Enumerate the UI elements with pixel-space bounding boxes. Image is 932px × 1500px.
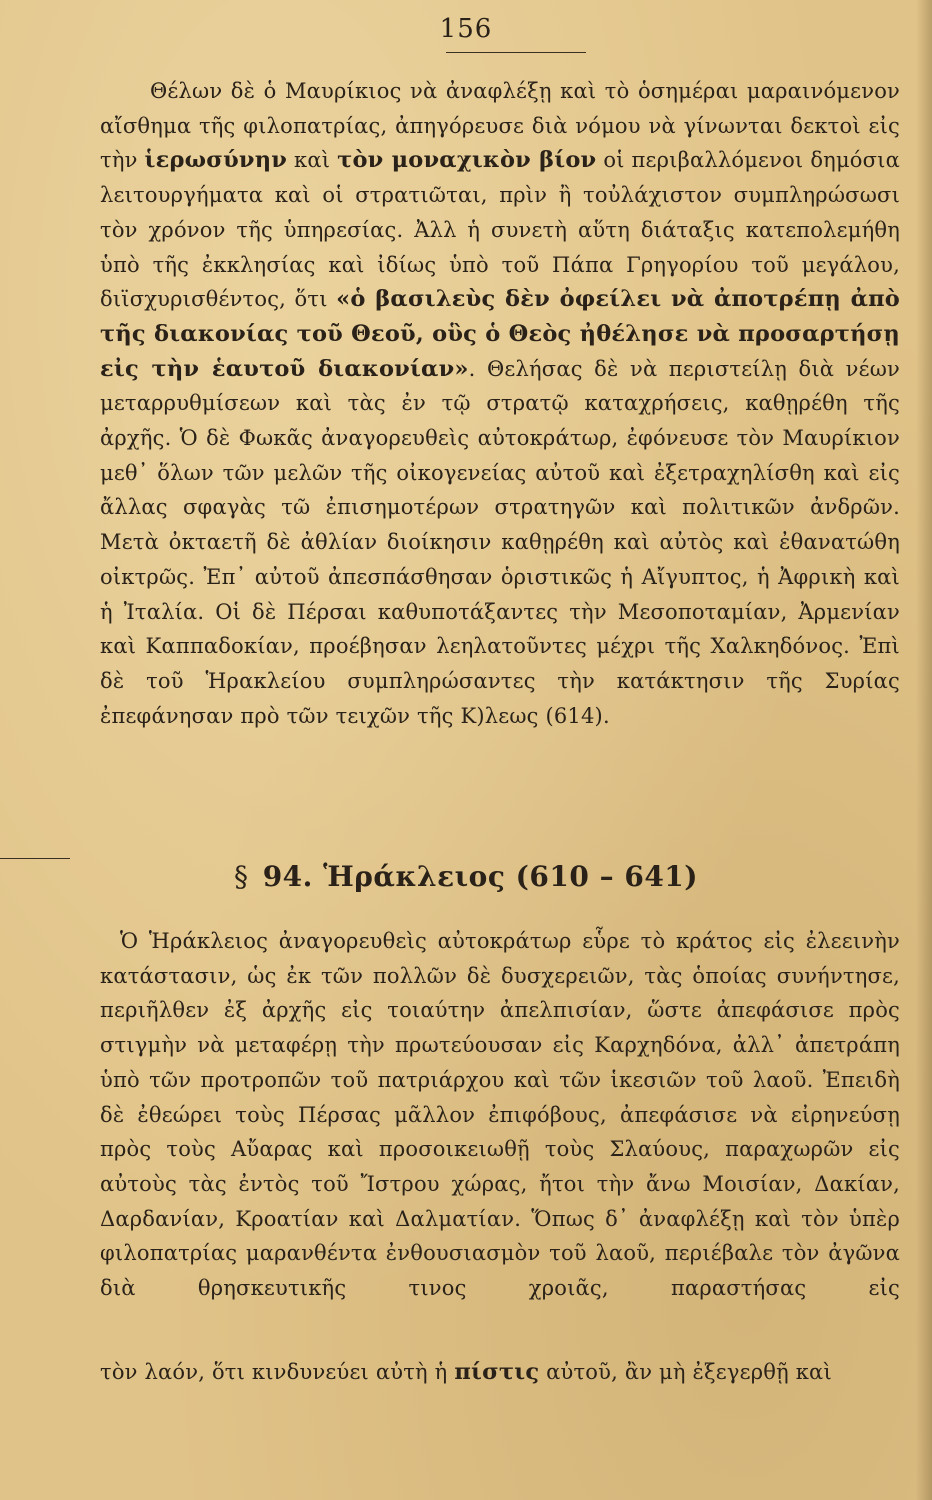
header-rule	[446, 52, 586, 53]
paragraph-text: καὶ	[287, 148, 338, 173]
paragraph-heraclius: Ὁ Ἡράκλειος ἀναγορευθεὶς αὐτοκράτωρ εὗρε τὸ κράτος εἰς ἐλεεινὴν κατάστασιν, ὡς ἐκ τῶν πολλῶν δὲ δυσχερειῶν, τὰς ὁποίας συνήντησε, περιῆλθεν ἐξ ἀρχῆς εἰς τοιαύτην ἀπελπισίαν, ὥστε ἀπεφάσισε πρὸς στιγμὴν νὰ μεταφέρῃ τὴν πρωτεύουσαν εἰς Καρχηδόνα, ἀλλ᾽ ἀπετράπη ὑπὸ τῶν προτροπῶν τοῦ πατριάρχου καὶ τῶν ἱκεσιῶν τοῦ λαοῦ. Ἐπειδὴ δὲ ἐθεώρει τοὺς Πέρσας μᾶλλον ἐπιφόβους, ἀπεφάσισε νὰ εἰρηνεύσῃ πρὸς τοὺς Αὔαρας καὶ προσοικειωθῇ τοὺς Σλαύους, παραχωρῶν εἰς αὐτοὺς τὰς ἐντὸς τοῦ Ἴστρου χώρας, ἤτοι τὴν ἄνω Μοισίαν, Δακίαν, Δαρδανίαν, Κροατίαν καὶ Δαλματίαν. Ὅπως δ᾽ ἀναφλέξῃ καὶ τὸν ὑπὲρ φιλοπατρίας μαρανθέντα ἐνθουσιασμὸν τοῦ λαοῦ, περιέβαλε τὸν ἀγῶνα διὰ θρησκευτικῆς τινος χροιᾶς, παραστήσας εἰς	[100, 929, 900, 1301]
paragraph-text: αὐτοῦ, ἂν μὴ ἐξεγερθῇ καὶ	[539, 1360, 832, 1384]
paragraph-text: οἱ περιβαλλόμενοι δημόσια λειτουργήματα καὶ οἱ στρατιῶται, πρὶν ἢ τοὐλάχιστον συμπληρώσωσι τὸν χρόνον τῆς ὑπηρεσίας. Ἀλλ ἡ συνετὴ αὕτη διάταξις κατεπολεμήθη ὑπὸ τῆς ἐκκλησίας καὶ ἰδίως ὑπὸ τοῦ Πάπα Γρηγορίου τοῦ μεγάλου, διϊσχυρισθέντος, ὅτι	[100, 148, 900, 312]
bold-term-faith: πίστις	[454, 1359, 540, 1385]
paragraph-text: . Θελήσας δὲ νὰ περιστείλῃ διὰ νέων μεταρρυθμίσεων καὶ τὰς ἐν τῷ στρατῷ καταχρήσεις, καθῃρέθη τῆς ἀρχῆς. Ὁ δὲ Φωκᾶς ἀναγορευθεὶς αὐτοκράτωρ, ἐφόνευσε τὸν Μαυρίκιον μεθ᾽ ὅλων τῶν μελῶν τῆς οἰκογενείας αὐτοῦ καὶ ἐξετραχηλίσθη καὶ εἰς ἄλλας σφαγὰς τῶ ἐπισημοτέρων στρατηγῶν καὶ πολιτικῶν ἀνδρῶν. Μετὰ ὀκταετῆ δὲ ἀθλίαν διοίκησιν καθῃρέθη καὶ αὐτὸς καὶ ἐθανατώθη οἰκτρῶς. Ἐπ᾽ αὐτοῦ ἀπεσπάσθησαν ὁριστικῶς ἡ Αἴγυπτος, ἡ Ἀφρικὴ καὶ ἡ Ἰταλία. Οἱ δὲ Πέρσαι καθυποτάξαντες τὴν Μεσοποταμίαν, Ἀρμενίαν καὶ Καππαδοκίαν, προέβησαν λεηλατοῦντες μέχρι τῆς Χαλκηδόνος. Ἐπὶ δὲ τοῦ Ἡρακλείου συμπληρώσαντες τὴν κατάκτησιν τῆς Συρίας ἐπεφάνησαν πρὸ τῶν τειχῶν τῆς Κ)λεως (614).	[100, 356, 900, 728]
paragraph-text: τὸν λαόν, ὅτι κινδυνεύει αὐτὴ ἡ	[100, 1360, 455, 1384]
section-heading	[0, 860, 932, 893]
paragraph-text: Θέλων δὲ ὁ Μαυρίκιος νὰ ἀναφλέξῃ καὶ τὸ ὁσημέραι μαραινόμενον αἴσθημα τῆς φιλοπατρίας, ἀπηγόρευσε διὰ νόμου νὰ γίνωνται δεκτοὶ εἰς τὴν	[100, 79, 900, 173]
bold-quotation: «ὁ βασιλεὺς δὲν ὀφείλει νὰ ἀποτρέπῃ ἀπὸ τῆς διακονίας τοῦ Θεοῦ, οὓς ὁ Θεὸς ἠθέλησε νὰ προσαρτήσῃ εἰς τὴν ἑαυτοῦ διακονίαν»	[100, 286, 900, 382]
page-edge-shadow	[916, 0, 932, 1500]
bold-term-priesthood: ἱερωσύνην	[144, 147, 288, 174]
page-number: 156	[439, 14, 493, 44]
section-number: 94.	[262, 860, 313, 893]
paragraph-heraclius-last-line	[100, 1355, 900, 1390]
margin-rule	[0, 858, 70, 859]
section-symbol: §	[233, 860, 249, 893]
bold-term-monastic-life: τὸν μοναχικὸν βίον	[337, 147, 597, 174]
section-title: Ἡράκλειος (610 – 641)	[323, 860, 699, 893]
paragraph-mauricius	[100, 74, 900, 733]
